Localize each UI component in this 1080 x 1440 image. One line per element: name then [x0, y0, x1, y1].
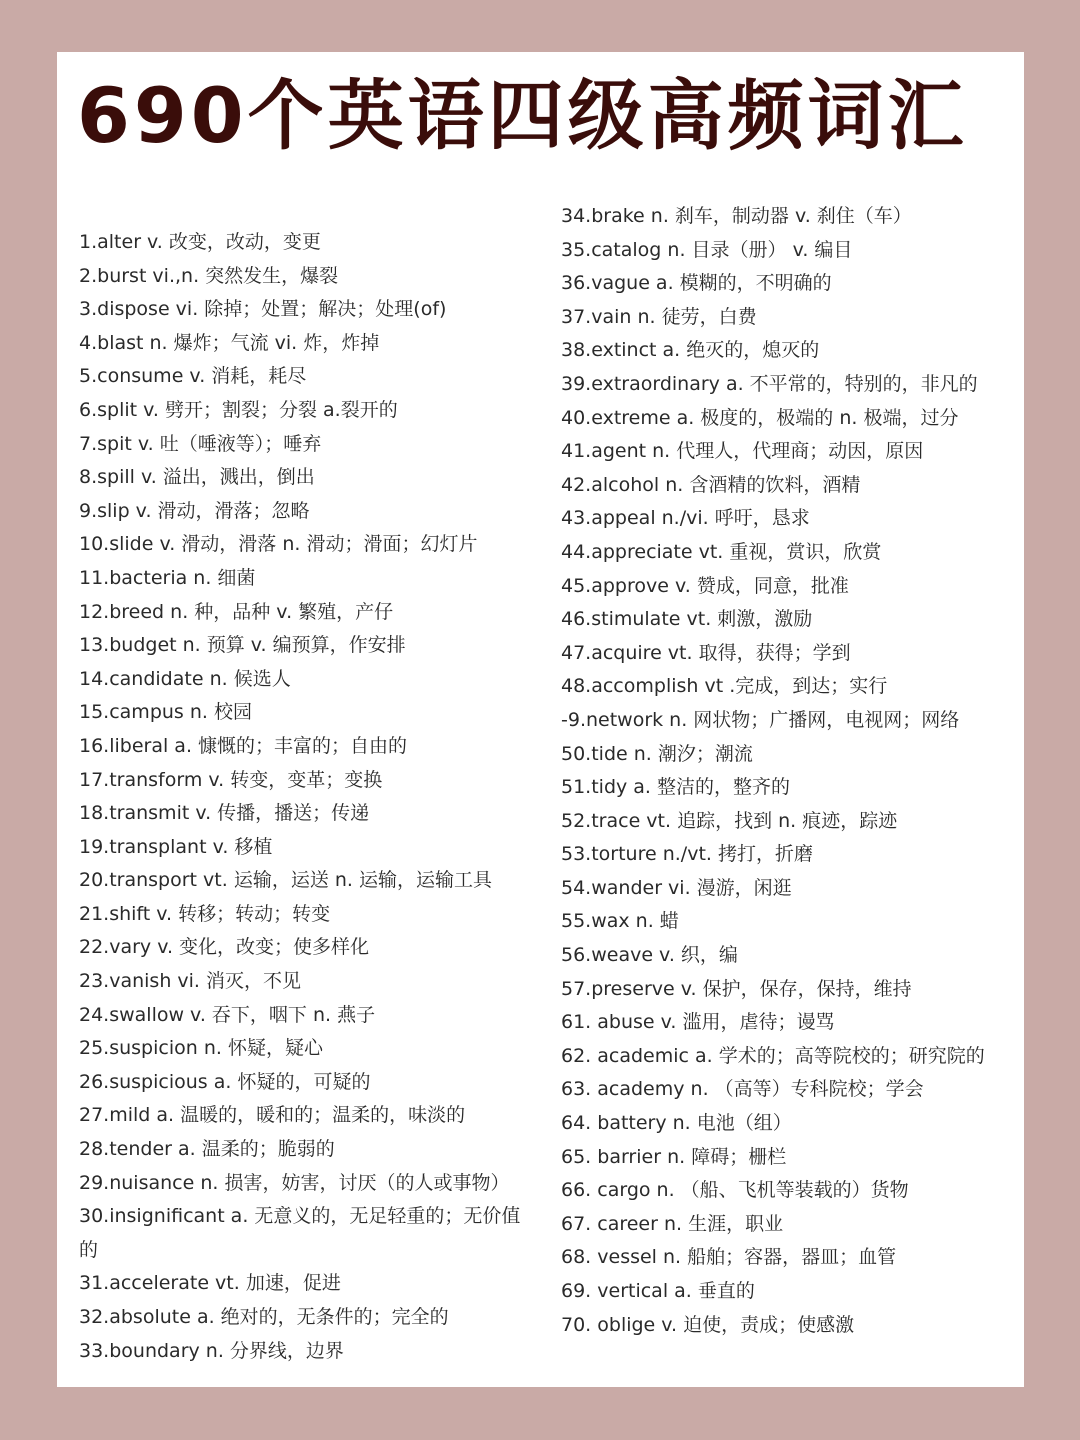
vocab-entry: 39.extraordinary a. 不平常的，特别的，非凡的: [561, 372, 978, 395]
vocab-entry: -9.network n. 网状物；广播网，电视网；网络: [561, 708, 960, 731]
vocab-entry: 1.alter v. 改变，改动，变更: [79, 231, 321, 253]
vocab-entry: 35.catalog n. 目录（册） v. 编目: [561, 238, 853, 261]
vocab-entry: 29.nuisance n. 损害，妨害，讨厌（的人或事物）: [79, 1171, 510, 1194]
vocab-entry: 27.mild a. 温暖的，暖和的；温柔的，味淡的: [79, 1104, 466, 1127]
vocab-entry: 41.agent n. 代理人，代理商；动因，原因: [561, 440, 924, 463]
vocab-entry: 70. oblige v. 迫使，责成；使感激: [561, 1313, 855, 1336]
vocab-entry: 28.tender a. 温柔的；脆弱的: [79, 1138, 335, 1161]
vocab-entry: 46.stimulate vt. 刺激，激励: [561, 608, 813, 631]
vocab-entry: 51.tidy a. 整洁的，整齐的: [561, 776, 791, 799]
vocab-entry: 53.torture n./vt. 拷打，折磨: [561, 843, 813, 866]
vocab-entry: 5.consume v. 消耗，耗尽: [79, 365, 307, 388]
vocab-entry: 47.acquire vt. 取得，获得；学到: [561, 641, 851, 664]
vocab-entry: 64. battery n. 电池（组）: [561, 1112, 792, 1135]
vocab-entry: 25.suspicion n. 怀疑，疑心: [79, 1037, 323, 1060]
vocab-entry: 36.vague a. 模糊的，不明确的: [561, 272, 832, 295]
vocab-entry: 15.campus n. 校园: [79, 701, 252, 724]
vocab-entry: 45.approve v. 赞成，同意，批准: [561, 574, 849, 597]
vocab-entry: 54.wander vi. 漫游，闲逛: [561, 876, 792, 899]
vocab-entry: 21.shift v. 转移；转动；转变: [79, 902, 331, 925]
vocab-entry: 62. academic a. 学术的；高等院校的；研究院的: [561, 1044, 985, 1067]
vocab-entry: 14.candidate n. 候选人: [79, 667, 291, 690]
vocab-entry: 68. vessel n. 船舶；容器，器皿；血管: [561, 1246, 897, 1269]
vocab-entry: 55.wax n. 蜡: [561, 910, 679, 933]
vocab-entry: 42.alcohol n. 含酒精的饮料，酒精: [561, 473, 861, 496]
vocab-entry: 6.split v. 劈开；割裂；分裂 a.裂开的: [79, 398, 398, 421]
vocab-entry: 33.boundary n. 分界线，边界: [79, 1339, 344, 1362]
vocab-entry: 3.dispose vi. 除掉；处置；解决；处理(of): [79, 298, 447, 321]
vocab-entry: 40.extreme a. 极度的，极端的 n. 极端，过分: [561, 406, 959, 429]
vocab-entry: 16.liberal a. 慷慨的；丰富的；自由的: [79, 734, 408, 757]
vocab-entry: 9.slip v. 滑动，滑落；忽略: [79, 499, 310, 522]
vocab-entry: 17.transform v. 转变，变革；变换: [79, 768, 383, 791]
vocab-entry: 11.bacteria n. 细菌: [79, 566, 256, 589]
vocab-entry: 67. career n. 生涯，职业: [561, 1212, 784, 1235]
vocab-entry: 8.spill v. 溢出，溅出，倒出: [79, 466, 315, 489]
vocab-entry: 7.spit v. 吐（唾液等）；唾弃: [79, 432, 322, 455]
vocab-entry: 57.preserve v. 保护，保存，保持，维持: [561, 977, 912, 1000]
vocab-entry: 12.breed n. 种，品种 v. 繁殖，产仔: [79, 600, 394, 623]
vocab-entry: 48.accomplish vt .完成，到达；实行: [561, 675, 888, 698]
vocab-entry: 20.transport vt. 运输，运送 n. 运输，运输工具: [79, 869, 492, 892]
vocabulary-sheet: [57, 52, 1024, 1387]
vocab-entry: 69. vertical a. 垂直的: [561, 1280, 755, 1302]
vocab-entry: 19.transplant v. 移植: [79, 835, 273, 858]
vocab-entry: 10.slide v. 滑动，滑落 n. 滑动；滑面；幻灯片: [79, 533, 478, 556]
vocab-entry: 4.blast n. 爆炸；气流 vi. 炸，炸掉: [79, 331, 380, 354]
vocab-entry: 61. abuse v. 滥用，虐待；谩骂: [561, 1011, 835, 1034]
vocab-entry: 30.insignificant a. 无意义的，无足轻重的；无价值的: [79, 1205, 521, 1261]
vocab-entry: 2.burst vi.,n. 突然发生，爆裂: [79, 264, 339, 287]
page-title: 690个英语四级高频词汇: [77, 71, 968, 160]
vocab-entry: 13.budget n. 预算 v. 编预算，作安排: [79, 634, 406, 657]
vocab-entry: 18.transmit v. 传播，播送；传递: [79, 802, 370, 825]
vocab-entry: 24.swallow v. 吞下，咽下 n. 燕子: [79, 1003, 376, 1026]
vocab-entry: 34.brake n. 刹车，制动器 v. 刹住（车）: [561, 205, 912, 227]
vocab-entry: 44.appreciate vt. 重视，赏识，欣赏: [561, 540, 882, 563]
vocab-entry: 52.trace vt. 追踪，找到 n. 痕迹，踪迹: [561, 809, 898, 832]
vocab-list-left: [79, 226, 529, 1368]
vocab-entry: 66. cargo n. （船、飞机等装载的）货物: [561, 1179, 909, 1202]
vocab-entry: 32.absolute a. 绝对的，无条件的；完全的: [79, 1306, 449, 1328]
vocab-entry: 38.extinct a. 绝灭的，熄灭的: [561, 339, 820, 362]
vocab-entry: 26.suspicious a. 怀疑的，可疑的: [79, 1070, 371, 1093]
vocab-entry: 37.vain n. 徒劳，白费: [561, 305, 757, 328]
vocab-entry: 31.accelerate vt. 加速，促进: [79, 1272, 341, 1295]
vocab-entry: 65. barrier n. 障碍；栅栏: [561, 1145, 787, 1168]
vocab-entry: 63. academy n. （高等）专科院校；学会: [561, 1078, 924, 1101]
vocab-entry: 22.vary v. 变化，改变；使多样化: [79, 936, 370, 959]
vocab-entry: 43.appeal n./vi. 呼吁，恳求: [561, 507, 810, 530]
vocab-entry: 56.weave v. 织，编: [561, 944, 738, 967]
vocab-list-right: [561, 200, 1006, 1342]
vocab-entry: 23.vanish vi. 消灭，不见: [79, 970, 302, 993]
vocab-entry: 50.tide n. 潮汐；潮流: [561, 742, 753, 765]
